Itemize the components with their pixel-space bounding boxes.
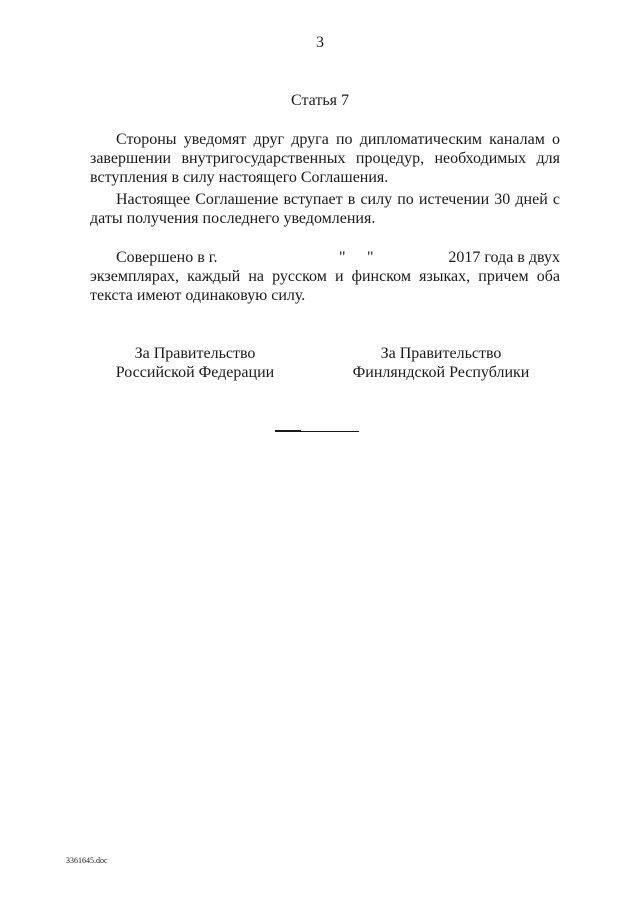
paragraph-text: Настоящее Соглашение вступает в силу по истечении 30 дней с даты получения последнего уведомления. <box>90 191 560 227</box>
paragraph-text: Стороны уведомят друг друга по дипломатическим каналам о завершении внутригосударственных процедур, необходимых для вступления в силу настоящего Соглашения. <box>90 131 560 186</box>
paragraph-entry-into-force <box>90 190 560 228</box>
signatory-line-2: Российской Федерации <box>115 364 275 381</box>
signatory-line-1: За Правительство <box>380 345 502 362</box>
signatory-finland <box>316 344 566 382</box>
date-quote-close: " <box>367 249 374 266</box>
page-number: 3 <box>316 34 324 51</box>
end-divider-accent <box>275 430 301 432</box>
signed-year-text: 2017 года в двух <box>448 249 560 266</box>
signed-rest-text: экземплярах, каждый на русском и финском языках, причем оба текста имеют одинаковую силу. <box>90 268 560 304</box>
date-quote-open: " <box>339 249 346 266</box>
signed-lead-text: Совершено в г. <box>116 249 218 266</box>
paragraph-notification <box>90 130 560 187</box>
article-title: Статья 7 <box>291 92 349 109</box>
signatory-russia <box>70 344 320 382</box>
footer-doc-ref: 3361645.doc <box>66 856 108 865</box>
signed-line <box>90 248 560 267</box>
paragraph-done-at <box>90 248 560 305</box>
signatory-line-2: Финляндской Республики <box>352 364 530 381</box>
signatory-line-1: За Правительство <box>134 345 256 362</box>
